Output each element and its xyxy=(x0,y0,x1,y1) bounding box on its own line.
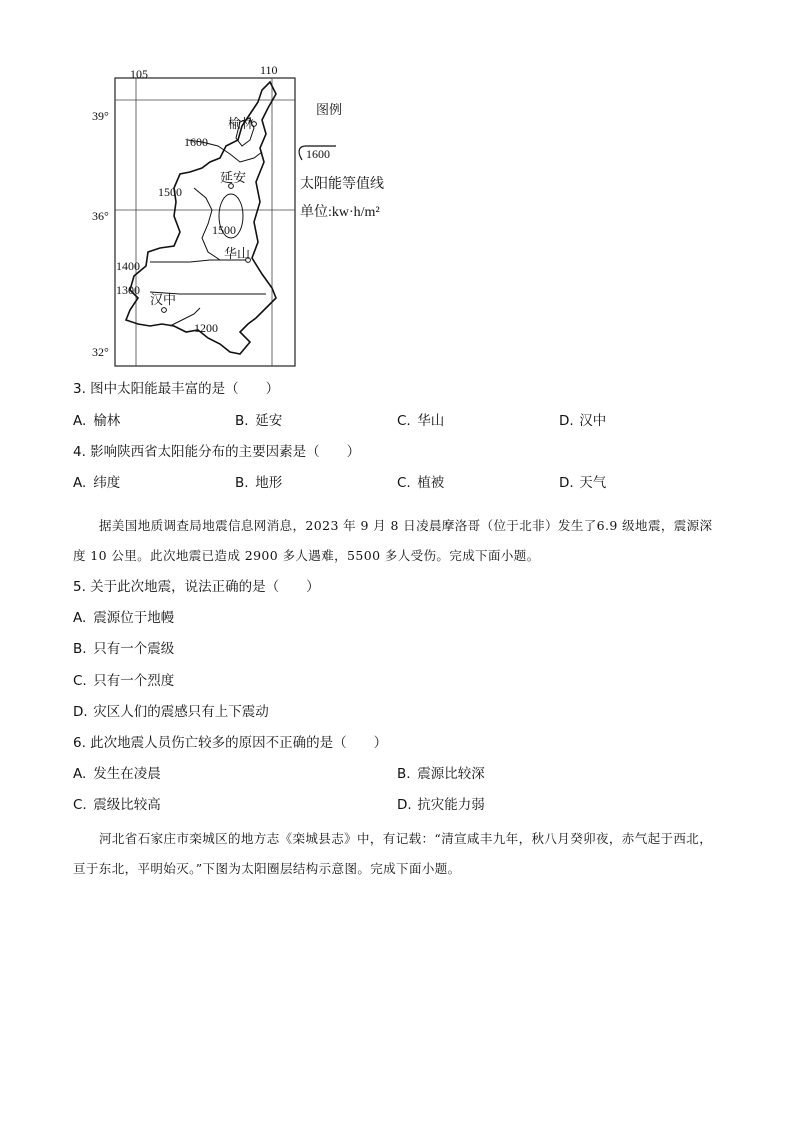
q4-option-c[interactable] xyxy=(397,474,444,492)
option-text: 延安 xyxy=(255,413,283,429)
option-text: 震级比较高 xyxy=(93,797,161,813)
city-dot-hanzhong xyxy=(162,308,167,313)
passage-earthquake: 据美国地质调查局地震信息网消息，2023 年 9 月 8 日凌晨摩洛哥（位于北非）发生了6.9 级地震，震源深度 10 公里。此次地震已造成 2900 多人遇难，5500 多人受伤。完成下面小题。 xyxy=(73,518,713,563)
option-letter: A. xyxy=(73,766,87,782)
lon-105-label: 105 xyxy=(130,67,148,81)
iso-label-1600: 1600 xyxy=(184,135,208,149)
q6-option-a[interactable] xyxy=(73,765,161,783)
option-text: 汉中 xyxy=(579,413,607,429)
lat-39-label: 39° xyxy=(92,109,109,123)
lon-110-label: 110 xyxy=(260,63,278,77)
option-letter: B. xyxy=(397,766,411,782)
option-letter: C. xyxy=(73,797,87,813)
option-text: 华山 xyxy=(417,413,445,429)
legend-title: 图例 xyxy=(316,102,343,117)
option-text: 纬度 xyxy=(93,475,121,491)
lat-32-label: 32° xyxy=(92,345,109,359)
option-text: 震源位于地幔 xyxy=(93,610,175,626)
q6-option-b[interactable] xyxy=(397,765,485,783)
option-letter: A. xyxy=(73,475,87,491)
option-letter: A. xyxy=(73,610,87,626)
q3-option-b[interactable] xyxy=(235,412,282,430)
city-label-yulin: 榆林 xyxy=(228,116,255,131)
legend-sample-value: 1600 xyxy=(306,147,330,161)
option-text: 只有一个震级 xyxy=(93,641,175,657)
option-letter: C. xyxy=(397,475,411,491)
option-letter: D. xyxy=(559,413,574,429)
lat-36-label: 36° xyxy=(92,209,109,223)
q3-option-c[interactable] xyxy=(397,412,444,430)
question-6-stem: 6. 此次地震人员伤亡较多的原因不正确的是（ ） xyxy=(73,735,388,751)
option-letter: D. xyxy=(397,797,412,813)
legend-line-label: 太阳能等值线 xyxy=(300,177,384,192)
question-5-stem: 5. 关于此次地震，说法正确的是（ ） xyxy=(73,579,320,595)
q5-option-c[interactable] xyxy=(73,672,174,690)
iso-label-1200: 1200 xyxy=(194,321,218,335)
city-label-yanan: 延安 xyxy=(220,170,247,185)
option-letter: D. xyxy=(559,475,574,491)
solar-energy-map xyxy=(90,62,410,372)
city-label-huashan: 华山 xyxy=(224,246,251,261)
passage-solar-record: 河北省石家庄市栾城区的地方志《栾城县志》中，有记载：“清宣咸丰九年，秋八月癸卯夜，赤气起于西北，亘于东北，平明始灭。”下图为太阳圈层结构示意图。完成下面小题。 xyxy=(73,831,713,876)
city-label-hanzhong: 汉中 xyxy=(150,292,177,307)
option-letter: D. xyxy=(73,704,88,720)
q4-option-d[interactable] xyxy=(559,474,606,492)
option-text: 植被 xyxy=(417,475,445,491)
iso-label-1500-b: 1500 xyxy=(212,223,236,237)
option-text: 榆林 xyxy=(93,413,121,429)
option-text: 地形 xyxy=(255,475,283,491)
q4-option-a[interactable] xyxy=(73,474,120,492)
option-letter: C. xyxy=(73,673,87,689)
q3-option-d[interactable] xyxy=(559,412,606,430)
q6-option-c[interactable] xyxy=(73,796,161,814)
option-letter: C. xyxy=(397,413,411,429)
option-text: 灾区人们的震感只有上下震动 xyxy=(93,704,269,720)
iso-label-1500-a: 1500 xyxy=(158,185,182,199)
map-svg xyxy=(90,62,410,372)
option-letter: B. xyxy=(235,475,249,491)
question-3-stem: 3. 图中太阳能最丰富的是（ ） xyxy=(73,381,280,397)
option-letter: A. xyxy=(73,413,87,429)
question-4-stem: 4. 影响陕西省太阳能分布的主要因素是（ ） xyxy=(73,444,361,460)
q3-option-a[interactable] xyxy=(73,412,120,430)
q5-option-d[interactable] xyxy=(73,703,269,721)
q5-option-b[interactable] xyxy=(73,640,174,658)
option-letter: B. xyxy=(73,641,87,657)
option-text: 发生在凌晨 xyxy=(93,766,161,782)
legend-unit: 单位:kw·h/m² xyxy=(300,205,380,220)
q5-option-a[interactable] xyxy=(73,609,174,627)
option-text: 抗灾能力弱 xyxy=(417,797,485,813)
iso-label-1400: 1400 xyxy=(116,259,140,273)
option-text: 只有一个烈度 xyxy=(93,673,175,689)
option-text: 天气 xyxy=(579,475,607,491)
option-letter: B. xyxy=(235,413,249,429)
q4-option-b[interactable] xyxy=(235,474,282,492)
iso-label-1300: 1300 xyxy=(116,283,140,297)
option-text: 震源比较深 xyxy=(417,766,485,782)
q6-option-d[interactable] xyxy=(397,796,485,814)
